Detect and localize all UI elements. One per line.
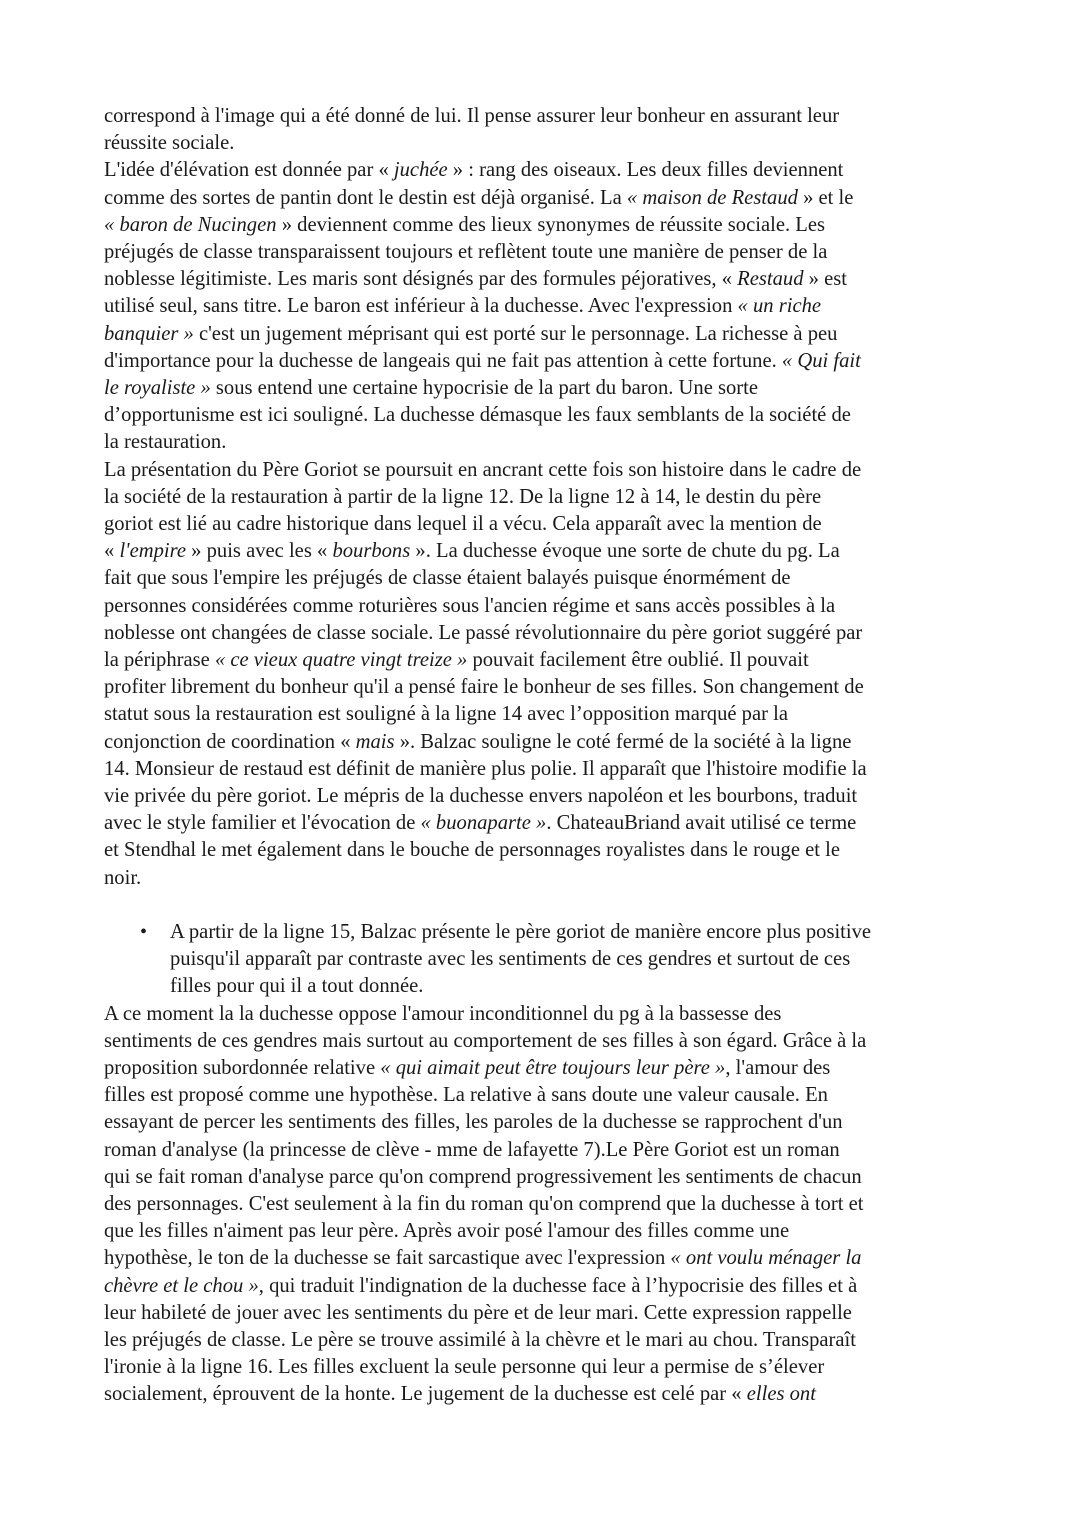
text-run: La présentation du Père Goriot se poursuit en ancrant cette fois son histoire dans le cadre de la société de la restauration à partir de la ligne 12. De la ligne 12 à 14, le destin du père goriot est lié au cadre historique dans lequel il a vécu. Cela apparaît avec la mention de «	[104, 458, 862, 563]
quoted-text: juchée	[393, 159, 448, 182]
quoted-text: Restaud	[737, 268, 804, 291]
quoted-text: « Qui fait le royaliste »	[104, 349, 861, 400]
document-page	[104, 103, 984, 1409]
text-run: c'est un jugement méprisant qui est porté sur le personnage. La richesse à peu d'importance pour la duchesse de langeais qui ne fait pas attention à cette fortune.	[104, 322, 838, 372]
quoted-text: « baron de Nucingen	[104, 213, 277, 236]
paragraph	[104, 457, 984, 892]
paragraph	[104, 1001, 984, 1409]
bullet-text: A partir de la ligne 15, Balzac présente le père goriot de manière encore plus positive puisqu'il apparaît par contraste avec les sentiments de ces gendres et surtout de ces filles pour qui il a tout donnée.	[170, 920, 872, 998]
text-run: » puis avec les «	[186, 540, 333, 563]
quoted-text: bourbons	[332, 540, 411, 563]
bullet-marker: •	[140, 920, 148, 943]
quoted-text: mais	[355, 730, 395, 753]
paragraph	[104, 157, 984, 456]
quoted-text: « qui aimait peut être toujours leur père »	[380, 1056, 726, 1079]
text-run: , qui traduit l'indignation de la duchesse face à l’hypocrisie des filles et à leur habileté de jouer avec les sentiments du père et de leur mari. Cette expression rappelle les préjugés de classe. Le père se trouve assimilé à la chèvre et le mari au chou. Transparaît l'ironie à la ligne 16. Les filles excluent la seule personne qui leur a permise de s’élever socialement, éprouvent de la honte. Le jugement de la duchesse est celé par «	[104, 1274, 858, 1406]
text-run: L'idée d'élévation est donnée par «	[104, 159, 394, 182]
quoted-text: « maison de Restaud	[626, 186, 798, 209]
text-run: pouvait facilement être oublié. Il pouvait profiter librement du bonheur qu'il a pensé faire le bonheur de ses filles. Son changement de statut sous la restauration est souligné à la ligne 14 avec l’opposition marqué par la conjonction de coordination «	[104, 649, 864, 753]
quoted-text: « un riche banquier »	[104, 295, 822, 345]
text-run: » est utilisé seul, sans titre. Le baron est inférieur à la duchesse. Avec l'expression	[104, 268, 847, 318]
text-run: » deviennent comme des lieux synonymes de réussite sociale. Les préjugés de classe transparaissent toujours et reflètent toute une manière de penser de la noblesse légitimiste. Les maris sont désignés par des formules péjoratives, «	[104, 213, 828, 291]
bullet-item	[104, 919, 984, 1001]
text-run: ». La duchesse évoque une sorte de chute du pg. La fait que sous l'empire les préjugés de classe étaient balayés puisque énormément de personnes considérées comme roturières sous l'ancien régime et sans accès possibles à la noblesse ont changées de classe sociale. Le passé révolutionnaire du père goriot suggéré par la périphrase	[104, 540, 863, 672]
text-run: . ChateauBriand avait utilisé ce terme et Stendhal le met également dans le bouche de personnages royalistes dans le rouge et le noir.	[104, 812, 857, 889]
text-run: ». Balzac souligne le coté fermé de la société à la ligne 14. Monsieur de restaud est définit de manière plus polie. Il apparaît que l'histoire modifie la vie privée du père goriot. Le mépris de la duchesse envers napoléon et les bourbons, traduit avec le style familier et l'évocation de	[104, 730, 867, 835]
quoted-text: « ce vieux quatre vingt treize »	[214, 649, 468, 672]
quoted-text: « buonaparte »	[420, 812, 547, 835]
text-run: sous entend une certaine hypocrisie de la part du baron. Une sorte d’opportunisme est ici souligné. La duchesse démasque les faux semblants de la société de la restauration.	[104, 377, 851, 454]
paragraphs-after	[104, 1001, 984, 1409]
text-run: » : rang des oiseaux. Les deux filles deviennent comme des sortes de pantin dont le destin est déjà organisé. La	[104, 159, 844, 209]
quoted-text: l'empire	[119, 540, 187, 563]
text-run: correspond à l'image qui a été donné de lui. Il pense assurer leur bonheur en assurant leur réussite sociale.	[104, 105, 840, 155]
text-run: , l'amour des filles est proposé comme une hypothèse. La relative à sans doute une valeur causale. En essayant de percer les sentiments des filles, les paroles de la duchesse se rapprochent d'un roman d'analyse (la princesse de clève - mme de lafayette 7).Le Père Goriot est un roman qui se fait roman d'analyse parce qu'on comprend progressivement les sentiments de chacun des personnages. C'est seulement à la fin du roman qu'on comprend que la duchesse à tort et que les filles n'aiment pas leur père. Après avoir posé l'amour des filles comme une hypothèse, le ton de la duchesse se fait sarcastique avec l'expression	[104, 1056, 864, 1270]
paragraphs-before	[104, 103, 984, 892]
quoted-text: elles ont	[746, 1383, 816, 1406]
text-run: » et le	[803, 186, 854, 209]
paragraph	[104, 103, 984, 157]
quoted-text: « ont voulu ménager la chèvre et le chou »	[104, 1247, 862, 1297]
text-run: A ce moment la la duchesse oppose l'amour inconditionnel du pg à la bassesse des sentiments de ces gendres mais surtout au comportement de ses filles à son égard. Grâce à la proposition subordonnée relative	[104, 1002, 867, 1079]
